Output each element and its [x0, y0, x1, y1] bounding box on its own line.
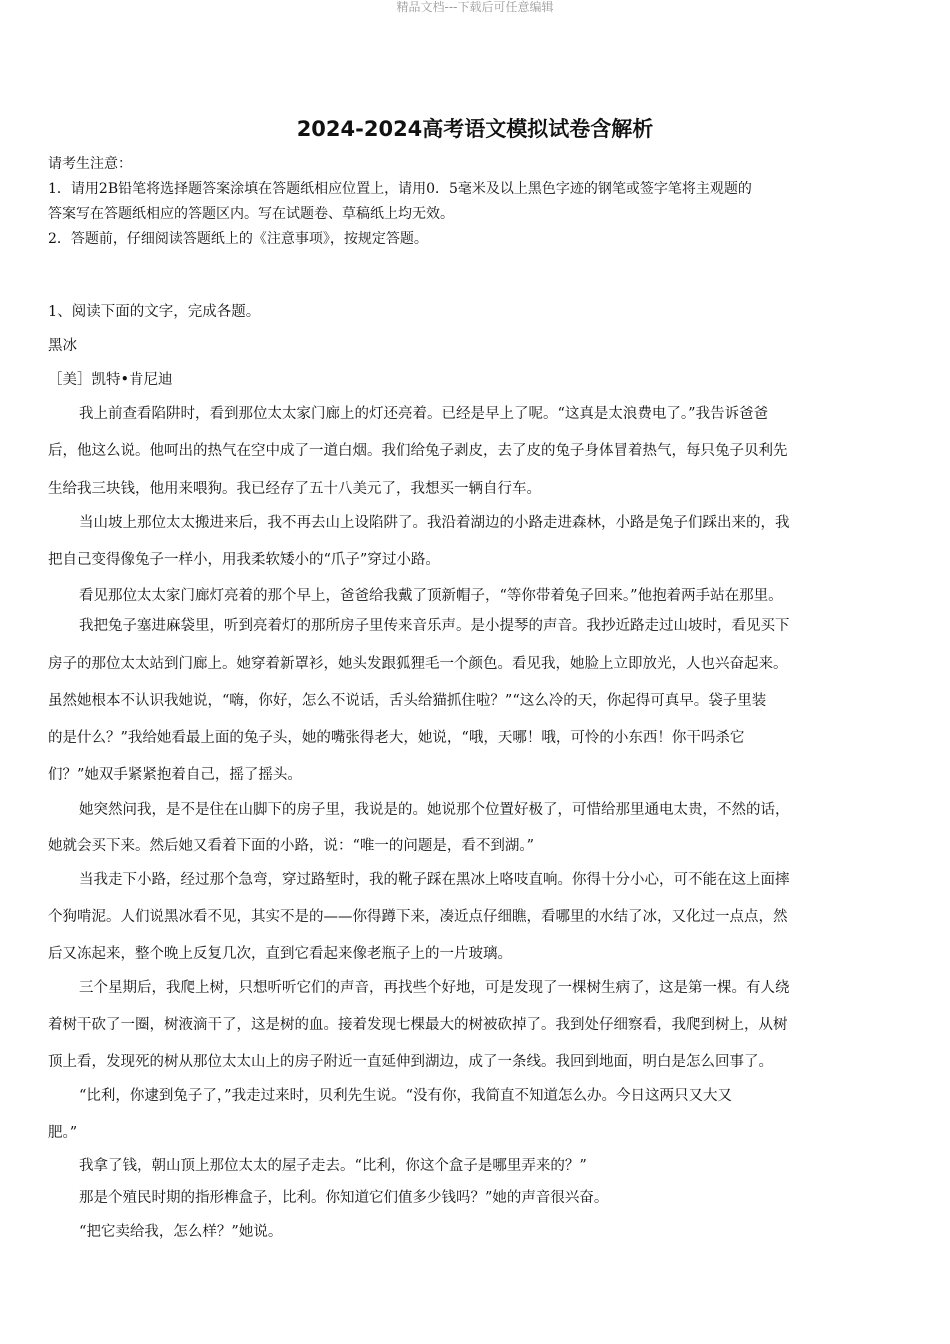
story-line: 那是个殖民时期的指形榫盒子，比利。你知道它们值多少钱吗？”她的声音很兴奋。: [79, 1190, 609, 1206]
story-line: 把自己变得像兔子一样小，用我柔软矮小的“爪子”穿过小路。: [48, 552, 440, 568]
story-line: 房子的那位太太站到门廊上。她穿着新罩衫，她头发跟狐狸毛一个颜色。看见我，她脸上立即放光，人也兴奋起来。: [48, 656, 788, 672]
story-line: 着树干砍了一圈，树液滴干了，这是树的血。接着发现七棵最大的树被砍掉了。我到处仔细察看，我爬到树上，从树: [48, 1017, 788, 1033]
question-prompt: 1、阅读下面的文字，完成各题。: [48, 304, 261, 320]
story-line: 个狗啃泥。人们说黑冰看不见，其实不是的——你得蹲下来，凑近点仔细瞧，看哪里的水结了冰，又化过一点点，然: [48, 909, 788, 925]
story-line: 她突然问我，是不是住在山脚下的房子里，我说是的。她说那个位置好极了，可惜给那里通电太贵，不然的话，: [79, 802, 790, 818]
story-line: 们？”她双手紧紧抱着自己，摇了摇头。: [48, 767, 302, 783]
story-line: 当山坡上那位太太搬进来后，我不再去山上设陷阱了。我沿着湖边的小路走进森林，小路是兔子们踩出来的，我: [79, 515, 790, 531]
story-line: 当我走下小路，经过那个急弯，穿过路堑时，我的靴子踩在黑冰上咯吱直响。你得十分小心，可不能在这上面摔: [79, 872, 790, 888]
story-line: 肥。”: [48, 1125, 78, 1141]
story-author: ［美］凯特•肯尼迪: [48, 372, 173, 388]
notice-line-1b: 答案写在答题纸相应的答题区内。写在试题卷、草稿纸上均无效。: [48, 206, 454, 222]
story-line: 我上前查看陷阱时，看到那位太太家门廊上的灯还亮着。已经是早上了呢。“这真是太浪费电了。”我告诉爸爸: [79, 406, 769, 422]
story-line: 三个星期后，我爬上树，只想听听它们的声音，再找些个好地，可是发现了一棵树生病了，这是第一棵。有人绕: [79, 980, 790, 996]
story-line: 后，他这么说。他呵出的热气在空中成了一道白烟。我们给兔子剥皮，去了皮的兔子身体冒着热气，每只兔子贝利先: [48, 443, 788, 459]
story-line: 我把兔子塞进麻袋里，听到亮着灯的那所房子里传来音乐声。是小提琴的声音。我抄近路走过山坡时，看见买下: [79, 618, 790, 634]
exam-notice: [48, 152, 908, 252]
story-line: 我拿了钱，朝山顶上那位太太的屋子走去。“比利，你这个盒子是哪里弄来的？”: [79, 1158, 587, 1174]
story-line: 她就会买下来。然后她又看着下面的小路，说：“唯一的问题是，看不到湖。”: [48, 838, 535, 854]
story-line: 的是什么？”我给她看最上面的兔子头，她的嘴张得老大，她说，“哦，天哪！哦，可怜的小东西！你干吗杀它: [48, 730, 745, 746]
watermark-text: 精品文档---下载后可任意编辑: [396, 0, 554, 14]
story-line: “比利，你逮到兔子了，”我走过来时，贝利先生说。“没有你，我简直不知道怎么办。今日这两只又大又: [79, 1088, 732, 1104]
story-line: 后又冻起来，整个晚上反复几次，直到它看起来像老瓶子上的一片玻璃。: [48, 946, 512, 962]
notice-line-2: 2．答题前，仔细阅读答题纸上的《注意事项》，按规定答题。: [48, 231, 428, 247]
story-line: 顶上看，发现死的树从那位太太山上的房子附近一直延伸到湖边，成了一条线。我回到地面，明白是怎么回事了。: [48, 1054, 773, 1070]
notice-heading: 请考生注意：: [48, 156, 132, 172]
story-line: 虽然她根本不认识我她说，“嗨，你好，怎么不说话，舌头给猫抓住啦？”“这么冷的天，你起得可真早。袋子里装: [48, 693, 767, 709]
story-line: 生给我三块钱，他用来喂狗。我已经存了五十八美元了，我想买一辆自行车。: [48, 481, 541, 497]
story-line: “把它卖给我，怎么样？”她说。: [79, 1224, 283, 1240]
page-title: 2024-2024高考语文模拟试卷含解析: [296, 117, 654, 141]
story-title: 黑冰: [48, 338, 77, 354]
story-line: 看见那位太太家门廊灯亮着的那个早上，爸爸给我戴了顶新帽子，“等你带着兔子回来。”他抱着两手站在那里。: [79, 588, 783, 604]
notice-line-1a: 1．请用2B铅笔将选择题答案涂填在答题纸相应位置上，请用0．5毫米及以上黑色字迹的钢笔或签字笔将主观题的: [48, 181, 752, 197]
